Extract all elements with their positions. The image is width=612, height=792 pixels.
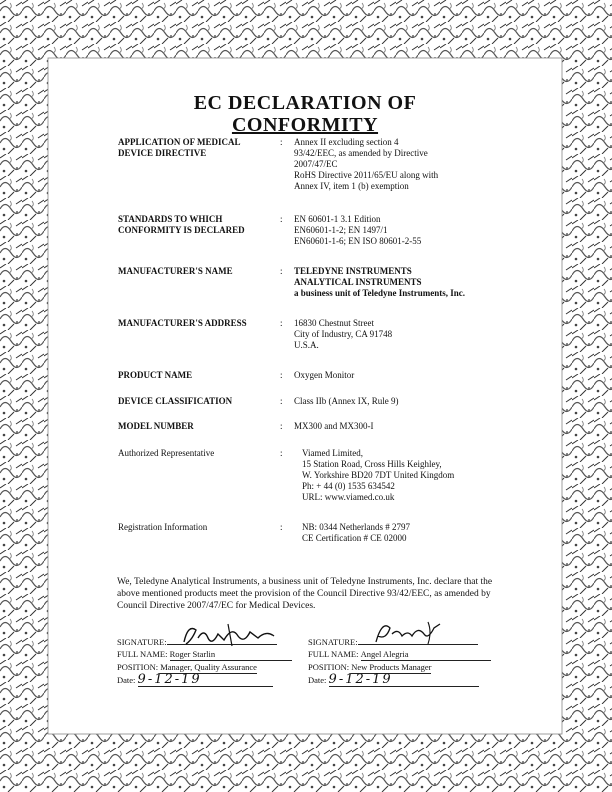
value-line: ANALYTICAL INSTRUMENTS: [294, 277, 422, 287]
value-line: NB: 0344 Netherlands # 2797: [302, 522, 410, 532]
full-name-value: Angel Alegria: [361, 648, 491, 661]
label-line: STANDARDS TO WHICH: [118, 214, 223, 224]
value-line: a business unit of Teledyne Instruments, Inc.: [294, 288, 466, 298]
title-line-1: EC DECLARATION OF: [193, 92, 417, 114]
value-line: Viamed Limited,: [302, 448, 363, 458]
date-line: [308, 674, 508, 687]
handwritten-signature-left: [178, 620, 288, 650]
value-line: RoHS Directive 2011/65/EU along with: [294, 170, 439, 180]
representative-label: Authorized Representative: [118, 448, 215, 458]
colon: :: [280, 137, 283, 147]
product-value: Oxygen Monitor: [294, 370, 355, 380]
value-line: CE Certification # CE 02000: [302, 533, 407, 543]
product-label: PRODUCT NAME: [118, 370, 193, 380]
colon: :: [280, 318, 283, 328]
address-value: [294, 318, 534, 351]
signature-label: SIGNATURE:: [308, 637, 358, 647]
directive-value: [294, 137, 534, 192]
position-label: POSITION:: [308, 662, 350, 672]
value-line: EN60601-1-6; EN ISO 80601-2-55: [294, 236, 422, 246]
date-line: [117, 674, 297, 687]
representative-value: [302, 448, 542, 503]
colon: :: [280, 370, 283, 380]
value-line: TELEDYNE INSTRUMENTS: [294, 266, 412, 276]
manufacturer-label: [118, 266, 286, 277]
label-line: APPLICATION OF MEDICAL: [118, 137, 241, 147]
registration-value: [302, 522, 542, 544]
label-line: DEVICE DIRECTIVE: [118, 148, 207, 158]
declaration-paragraph: We, Teledyne Analytical Instruments, a business unit of Teledyne Instruments, Inc. declare that the above mentioned products meet the provision of the Council Directive 93/42/EEC, as amended by Council Directive 2007/47/EC for Medical Devices.: [117, 577, 493, 611]
registration-label: Registration Information: [118, 522, 208, 532]
value-line: EN60601-1-2; EN 1497/1: [294, 225, 388, 235]
handwritten-signature-right: [368, 618, 448, 648]
address-label: [118, 318, 286, 329]
value-line: U.S.A.: [294, 340, 319, 350]
date-label: Date:: [308, 675, 327, 685]
position-value: New Products Manager: [351, 662, 432, 672]
label-line: MANUFACTURER'S NAME: [118, 266, 233, 276]
label-line: MANUFACTURER'S ADDRESS: [118, 318, 247, 328]
full-name-value: Roger Starlin: [170, 648, 292, 661]
value-line: URL: www.viamed.co.uk: [302, 492, 395, 502]
value-line: Annex II excluding section 4: [294, 137, 399, 147]
model-label: MODEL NUMBER: [118, 421, 194, 431]
model-value: MX300 and MX300-I: [294, 421, 374, 431]
value-line: 93/42/EEC, as amended by Directive: [294, 148, 428, 158]
colon: :: [280, 448, 283, 458]
date-value: 9-12-19: [138, 674, 273, 687]
signature-label: SIGNATURE:: [117, 637, 167, 647]
classification-label: DEVICE CLASSIFICATION: [118, 396, 233, 406]
colon: :: [280, 522, 283, 532]
colon: :: [280, 214, 283, 224]
title-line-2: CONFORMITY: [231, 114, 379, 136]
full-name-label: FULL NAME:: [308, 649, 359, 659]
full-name-line: [308, 648, 508, 661]
value-line: 2007/47/EC: [294, 159, 338, 169]
colon: :: [280, 421, 283, 431]
value-line: EN 60601-1 3.1 Edition: [294, 214, 381, 224]
value-line: City of Industry, CA 91748: [294, 329, 393, 339]
position-value: Manager, Quality Assurance: [160, 662, 257, 672]
colon: :: [280, 396, 283, 406]
value-line: 16830 Chestnut Street: [294, 318, 374, 328]
value-line: Ph: + 44 (0) 1535 634542: [302, 481, 395, 491]
classification-value: Class IIb (Annex IX, Rule 9): [294, 396, 399, 406]
value-line: 15 Station Road, Cross Hills Keighley,: [302, 459, 442, 469]
date-value: 9-12-19: [329, 674, 479, 687]
standards-value: [294, 214, 534, 247]
value-line: W. Yorkshire BD20 7DT United Kingdom: [302, 470, 455, 480]
standards-label: [118, 214, 286, 236]
label-line: CONFORMITY IS DECLARED: [118, 225, 245, 235]
document-title: [150, 92, 460, 136]
value-line: Annex IV, item 1 (b) exemption: [294, 181, 409, 191]
position-label: POSITION:: [117, 662, 159, 672]
directive-label: [118, 137, 286, 159]
manufacturer-value: [294, 266, 534, 299]
full-name-label: FULL NAME:: [117, 649, 168, 659]
colon: :: [280, 266, 283, 276]
date-label: Date:: [117, 675, 136, 685]
